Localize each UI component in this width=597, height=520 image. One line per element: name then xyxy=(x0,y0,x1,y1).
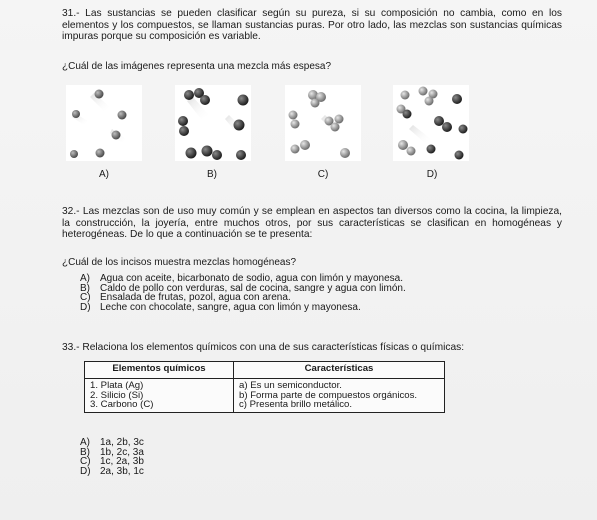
image-label-b: B) xyxy=(207,169,217,180)
question-32-options xyxy=(80,274,406,312)
elements-table xyxy=(84,361,445,413)
option-key: A) xyxy=(80,273,90,284)
question-33-text: 33.- Relaciona los elementos químicos con una de sus características físicas o químicas: xyxy=(62,342,465,353)
question-31-prompt: ¿Cuál de las imágenes representa una mezcla más espesa? xyxy=(62,61,332,72)
option-key: B) xyxy=(80,446,90,458)
option-key: D) xyxy=(80,301,91,313)
particle-image-a[interactable] xyxy=(66,85,142,161)
element-item: 1. Plata (Ag) xyxy=(90,380,144,391)
table-header-elements: Elementos químicos xyxy=(85,362,234,379)
table-header-row xyxy=(85,362,445,379)
question-33-options xyxy=(80,438,144,476)
option-text: 1a, 2b, 3c xyxy=(100,437,144,448)
elements-cell xyxy=(85,379,234,413)
particle-image-b[interactable] xyxy=(175,85,251,161)
image-label-a: A) xyxy=(99,169,109,180)
option-text: 1c, 2a, 3b xyxy=(100,456,144,468)
question-31-text: 31.- Las sustancias se pueden clasificar según su pureza, si su composición no cambia, como en los elementos y los compuestos, se llaman sustancias puras. Por otro lado, las mezclas son sustancias químicas impuras porque su composición es variable. xyxy=(62,8,562,43)
option-key: B) xyxy=(80,282,90,294)
characteristic-item: b) Forma parte de compuestos orgánicos. xyxy=(239,389,418,401)
option-text: Ensalada de frutas, pozol, agua con arena. xyxy=(100,292,291,304)
option-key: C) xyxy=(80,456,91,468)
table-header-characteristics: Características xyxy=(234,362,445,379)
particle-image-d[interactable] xyxy=(393,85,469,161)
option-key: D) xyxy=(80,465,91,477)
question-32-text: 32.- Las mezclas son de uso muy común y se emplean en aspectos tan diversos como la cocina, la limpieza, la construcción, la joyería, entre muchos otros, por sus características se clasifican en homogéneas y heterogéneas. De lo que a continuación se te presenta: xyxy=(62,206,562,241)
image-label-c: C) xyxy=(317,169,329,180)
characteristic-item: a) Es un semiconductor. xyxy=(239,380,342,391)
question-32-prompt: ¿Cuál de los incisos muestra mezclas homogéneas? xyxy=(62,257,296,268)
option-text: Leche con chocolate, sangre, agua con limón y mayonesa. xyxy=(100,301,361,313)
image-label-d: D) xyxy=(426,169,438,180)
option-d[interactable] xyxy=(80,467,144,477)
characteristic-item: c) Presenta brillo metálico. xyxy=(239,399,353,411)
characteristics-cell xyxy=(234,379,445,413)
option-text: 2a, 3b, 1c xyxy=(100,465,144,477)
particle-image-c[interactable] xyxy=(285,85,361,161)
element-item: 3. Carbono (C) xyxy=(90,399,154,411)
element-item: 2. Silicio (Si) xyxy=(90,389,144,401)
option-text: Agua con aceite, bicarbonato de sodio, agua con limón y mayonesa. xyxy=(100,273,403,284)
table-row xyxy=(85,379,445,413)
option-key: C) xyxy=(80,292,91,304)
option-text: 1b, 2c, 3a xyxy=(100,446,144,458)
option-key: A) xyxy=(80,437,90,448)
option-text: Caldo de pollo con verduras, sal de cocina, sangre y agua con limón. xyxy=(100,282,406,294)
option-d[interactable] xyxy=(80,303,406,313)
